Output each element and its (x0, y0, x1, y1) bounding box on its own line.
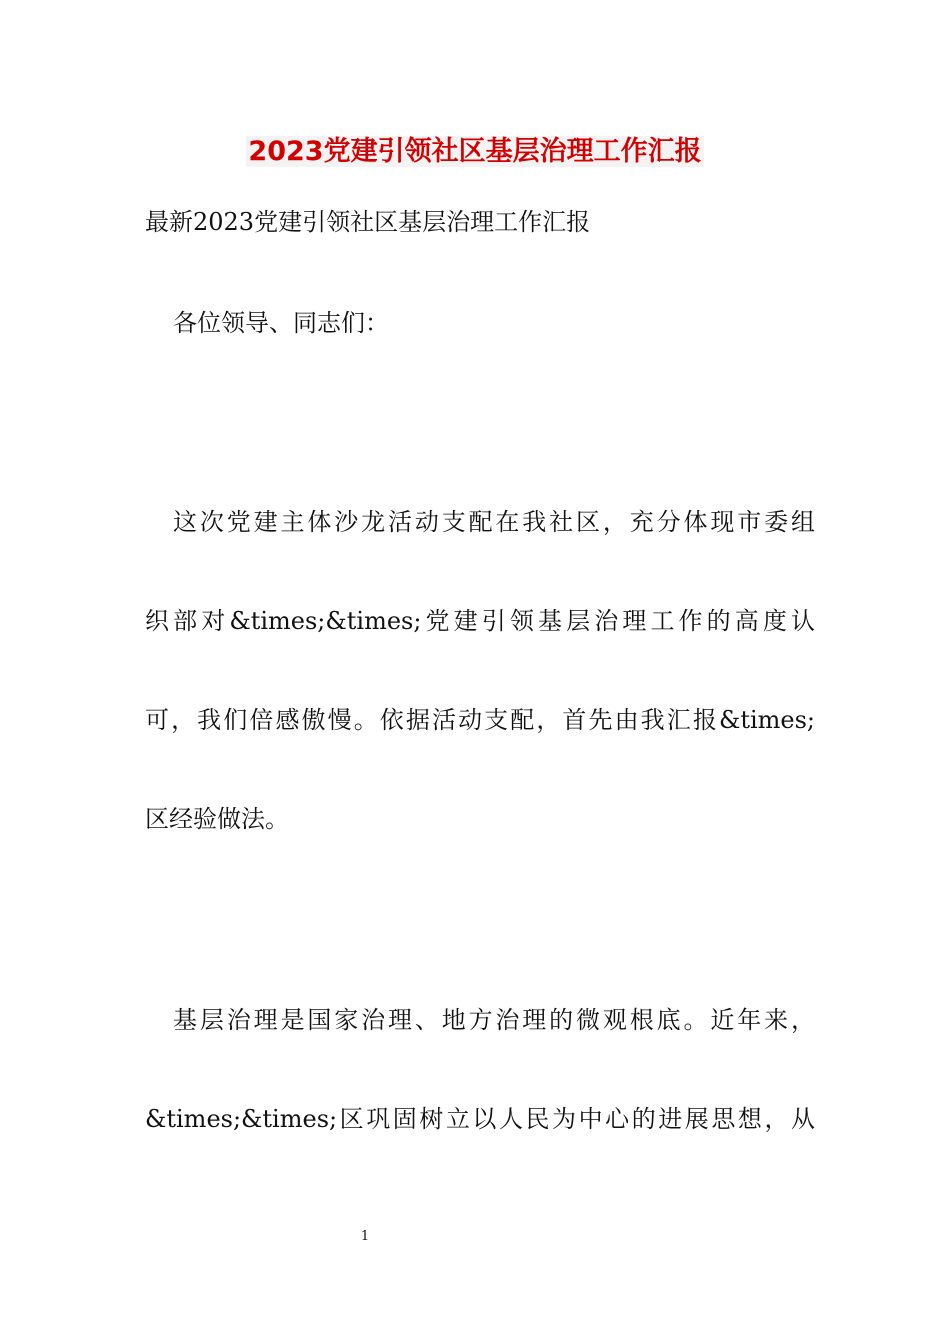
paragraph-2-line-1: 基层治理是国家治理、地方治理的微观根底。近年来， (173, 1006, 815, 1034)
paragraph-2-line-2: &times;&times;区巩固树立以人民为中心的进展思想，从 (145, 1105, 815, 1133)
page-number: 1 (360, 1229, 370, 1244)
paragraph-1-line-4: 区经验做法。 (145, 805, 289, 833)
paragraph-1-line-1: 这次党建主体沙龙活动支配在我社区，充分体现市委组 (173, 508, 815, 536)
document-title (0, 130, 950, 174)
paragraph-1-line-2: 织部对&times;&times;党建引领基层治理工作的高度认 (145, 607, 815, 635)
paragraph-1-line-3: 可，我们倍感傲慢。依据活动支配，首先由我汇报&times; (145, 706, 815, 734)
greeting: 各位领导、同志们： (173, 309, 389, 337)
document-subtitle: 最新2023党建引领社区基层治理工作汇报 (145, 208, 591, 236)
document-title-text: 2023党建引领社区基层治理工作汇报 (248, 136, 702, 167)
